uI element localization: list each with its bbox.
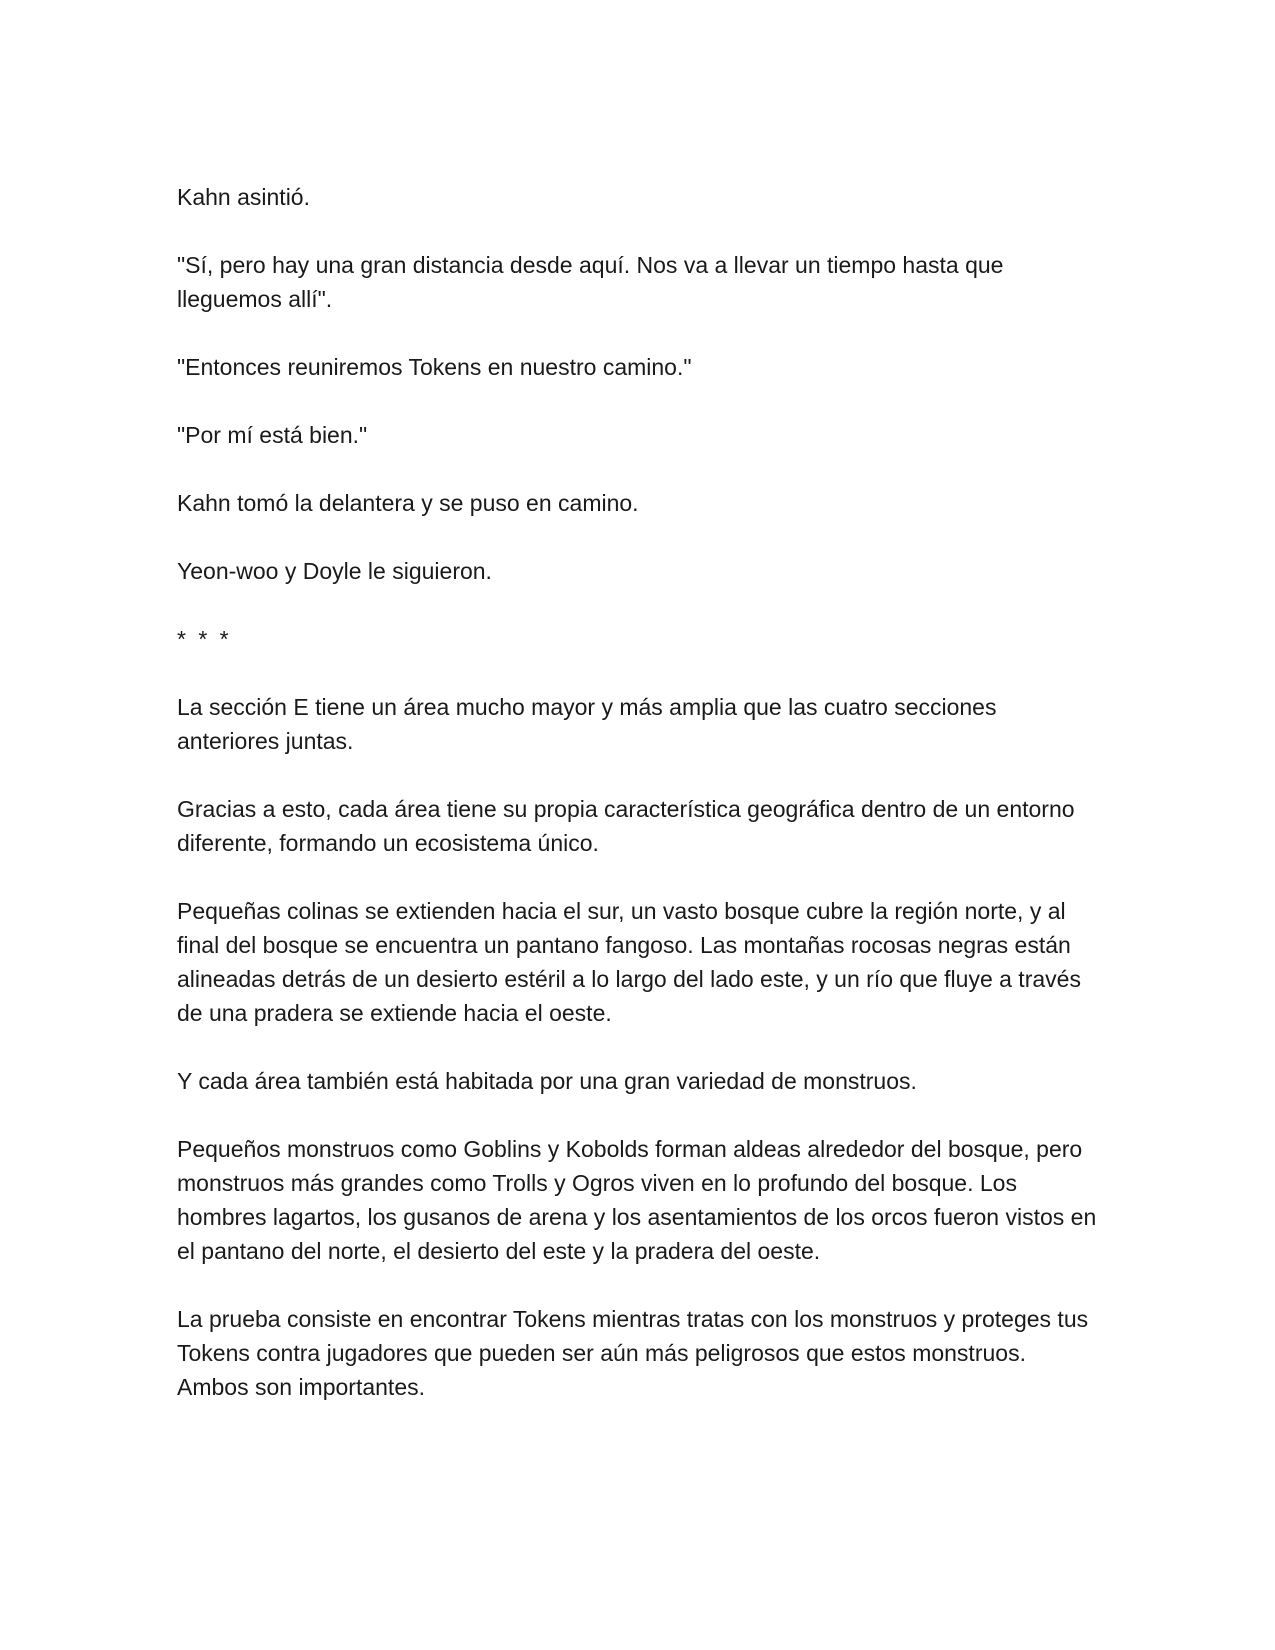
paragraph: La prueba consiste en encontrar Tokens mientras tratas con los monstruos y proteges tus Tokens contra jugadores que pueden ser aún más peligrosos que estos monstruos. Ambos son importantes. <box>177 1306 1089 1400</box>
section-separator: * * * <box>177 626 232 652</box>
paragraph: Pequeños monstruos como Goblins y Kobolds forman aldeas alrededor del bosque, pero monstruos más grandes como Trolls y Ogros viven en lo profundo del bosque. Los hombres lagartos, los gusanos de arena y los asentamientos de los orcos fueron vistos en el pantano del norte, el desierto del este y la pradera del oeste. <box>177 1136 1097 1264</box>
paragraph: Gracias a esto, cada área tiene su propia característica geográfica dentro de un entorno diferente, formando un ecosistema único. <box>177 796 1075 856</box>
document-body <box>177 180 1097 1438</box>
paragraph: Yeon-woo y Doyle le siguieron. <box>177 558 492 584</box>
paragraph: Kahn tomó la delantera y se puso en camino. <box>177 490 639 516</box>
paragraph: Kahn asintió. <box>177 184 310 210</box>
paragraph: La sección E tiene un área mucho mayor y más amplia que las cuatro secciones anteriores juntas. <box>177 694 997 754</box>
paragraph: Y cada área también está habitada por una gran variedad de monstruos. <box>177 1068 917 1094</box>
paragraph: "Entonces reuniremos Tokens en nuestro camino." <box>177 354 692 380</box>
paragraph: "Por mí está bien." <box>177 422 368 448</box>
paragraph: Pequeñas colinas se extienden hacia el sur, un vasto bosque cubre la región norte, y al final del bosque se encuentra un pantano fangoso. Las montañas rocosas negras están alineadas detrás de un desierto estéril a lo largo del lado este, y un río que fluye a través de una pradera se extiende hacia el oeste. <box>177 898 1081 1026</box>
paragraph: "Sí, pero hay una gran distancia desde aquí. Nos va a llevar un tiempo hasta que lleguemos allí". <box>177 252 1004 312</box>
